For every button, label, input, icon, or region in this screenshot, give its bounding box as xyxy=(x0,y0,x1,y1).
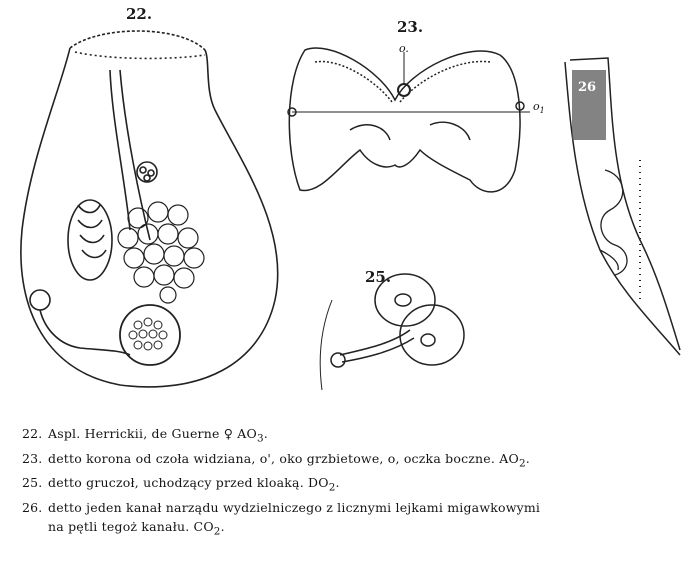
figure-captions xyxy=(22,424,682,541)
figure-25-label: 25. xyxy=(365,268,392,286)
ovary-cells xyxy=(129,318,167,350)
figure-22-drawing xyxy=(21,31,278,387)
figure-23-drawing xyxy=(288,48,530,192)
figure-23-label: 23. xyxy=(397,18,424,36)
caption-25: 25. detto gruczoł, uchodzący przed kloaką. $DO_2$. xyxy=(22,475,340,494)
figure-23-dorsal-eye-mark: o. xyxy=(399,42,409,55)
figure-26-drawing xyxy=(565,58,680,355)
figure-25-drawing xyxy=(320,274,464,390)
figure-23-lateral-eye-mark: $o_1$ xyxy=(533,100,545,116)
figure-26-label: 26 xyxy=(578,80,597,95)
caption-23: 23. detto korona od czoła widziana, o', oko grzbietowe, o, oczka boczne. $AO_2$. xyxy=(22,450,530,469)
figure-22-label: 22. xyxy=(126,5,153,23)
egg-cluster xyxy=(118,202,204,303)
caption-26: 26. detto jeden kanał narządu wydzielniczego z licznymi lejkami migawkowymi xyxy=(22,499,541,515)
caption-22: 22. Aspl. Herrickii, de Guerne ♀ $AO_3$. xyxy=(22,426,268,445)
caption-26-continued: na pętli tegoż kanału. $CO_2$. xyxy=(48,518,225,537)
